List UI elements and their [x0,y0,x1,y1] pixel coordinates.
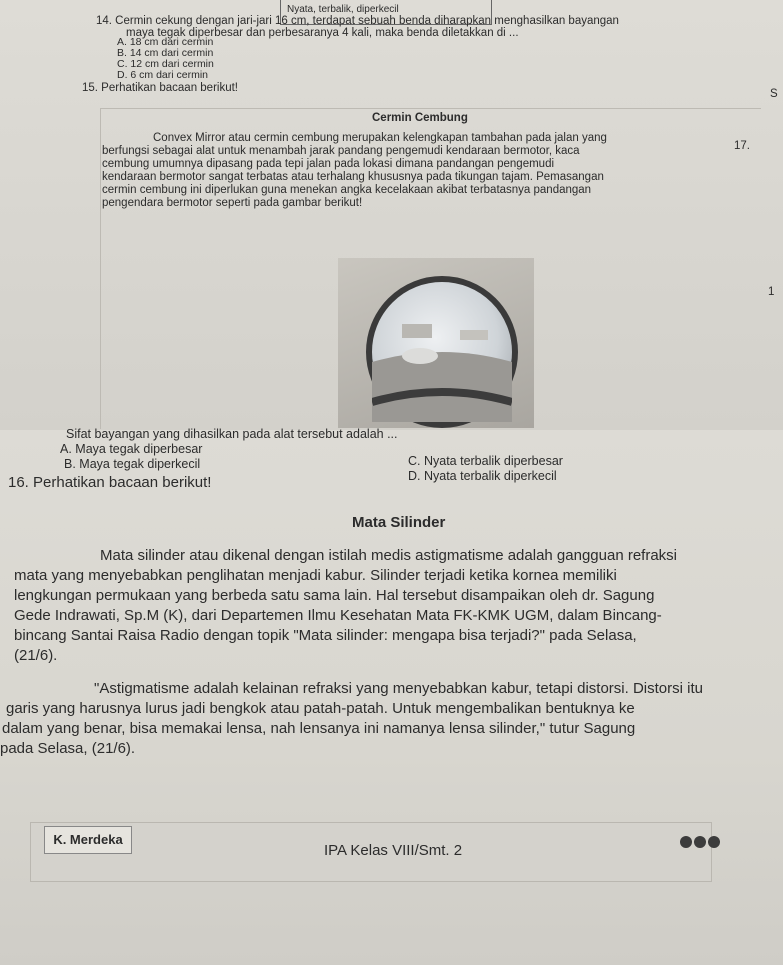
side-number-17: 17. [734,140,750,152]
q15-para-line5: cermin cembung ini diperlukan guna menekan angka kecelakaan akibat terbatasnya pandangan [102,184,592,196]
q16-para2-line2: garis yang harusnya lurus jadi bengkok atau patah-patah. Untuk mengembalikan bentuknya ke [6,700,635,717]
convex-mirror-photo [338,258,534,428]
q14-line2: maya tegak diperbesar dan perbesaranya 4 kali, maka benda diletakkan di ... [126,27,519,39]
q16-para1-line1: Mata silinder atau dikenal dengan istilah medis astigmatisme adalah gangguan refraksi [100,547,678,564]
convex-mirror-image [366,276,518,428]
q15-para-line2: berfungsi sebagai alat untuk menambah jarak pandang pengemudi kendaraan bermotor, kaca [102,145,580,157]
q14-option-b[interactable]: B. 14 cm dari cermin [117,47,214,59]
q16-para2-line1: "Astigmatisme adalah kelainan refraksi yang menyebabkan kabur, tetapi distorsi. Distorsi itu [94,680,703,697]
q15-option-d[interactable]: D. Nyata terbalik diperkecil [408,469,557,483]
publisher-badge: K. Merdeka [44,826,132,854]
q14-option-d[interactable]: D. 6 cm dari cermin [117,69,209,81]
q15-title: Cermin Cembung [372,112,468,124]
previous-answer-text: Nyata, terbalik, diperkecil [287,4,399,15]
decor-circle-icon [694,836,706,848]
decor-circle-icon [708,836,720,848]
q16-para1-line2: mata yang menyebabkan penglihatan menjadi kabur. Silinder terjadi ketika kornea memiliki [14,567,617,584]
decor-circle-icon [680,836,692,848]
q15-prompt: 15. Perhatikan bacaan berikut! [82,82,238,94]
q16-para2-line3: dalam yang benar, bisa memakai lensa, nah lensanya ini namanya lensa silinder," tutur Sagung [2,720,636,737]
q16-title: Mata Silinder [352,514,446,531]
q15-option-c[interactable]: C. Nyata terbalik diperbesar [408,454,563,468]
q15-question: Sifat bayangan yang dihasilkan pada alat tersebut adalah ... [66,427,398,441]
side-letter-s: S [770,88,778,100]
q16-para1-line4: Gede Indrawati, Sp.M (K), dari Departemen Ilmu Kesehatan Mata FK-KMK UGM, dalam Bincang- [14,607,662,624]
q15-para-line1: Convex Mirror atau cermin cembung merupakan kelengkapan tambahan pada jalan yang [153,132,607,144]
q15-option-b[interactable]: B. Maya tegak diperkecil [64,457,201,471]
q15-option-a[interactable]: A. Maya tegak diperbesar [60,442,203,456]
q14-option-a[interactable]: A. 18 cm dari cermin [117,36,214,48]
q15-para-line3: cembung umumnya dipasang pada tepi jalan pada lokasi dimana pandangan pengemudi [102,158,555,170]
side-number-1: 1 [768,286,775,298]
q15-para-line6: pengendara bermotor seperti pada gambar berikut! [102,197,363,209]
q15-para-line4: kendaraan bermotor sangat terbatas atau terhalang khususnya pada tikungan tajam. Pemasangan [102,171,604,183]
q16-para1-line3: lengkungan permukaan yang berbeda satu sama lain. Hal tersebut disampaikan oleh dr. Sagung [14,587,655,604]
q16-prompt: 16. Perhatikan bacaan berikut! [8,474,212,491]
q16-para1-line5: bincang Santai Raisa Radio dengan topik "Mata silinder: mengapa bisa terjadi?" pada Selasa, [14,627,637,644]
q14-option-c[interactable]: C. 12 cm dari cermin [117,58,214,70]
mirror-scene [372,282,512,422]
subject-label: IPA Kelas VIII/Smt. 2 [324,842,463,859]
q16-para1-line6: (21/6). [14,647,58,664]
q14-line1: 14. Cermin cekung dengan jari-jari 16 cm, terdapat sebuah benda diharapkan menghasilkan bayangan [96,15,619,27]
q16-para2-line4: pada Selasa, (21/6). [0,740,136,757]
